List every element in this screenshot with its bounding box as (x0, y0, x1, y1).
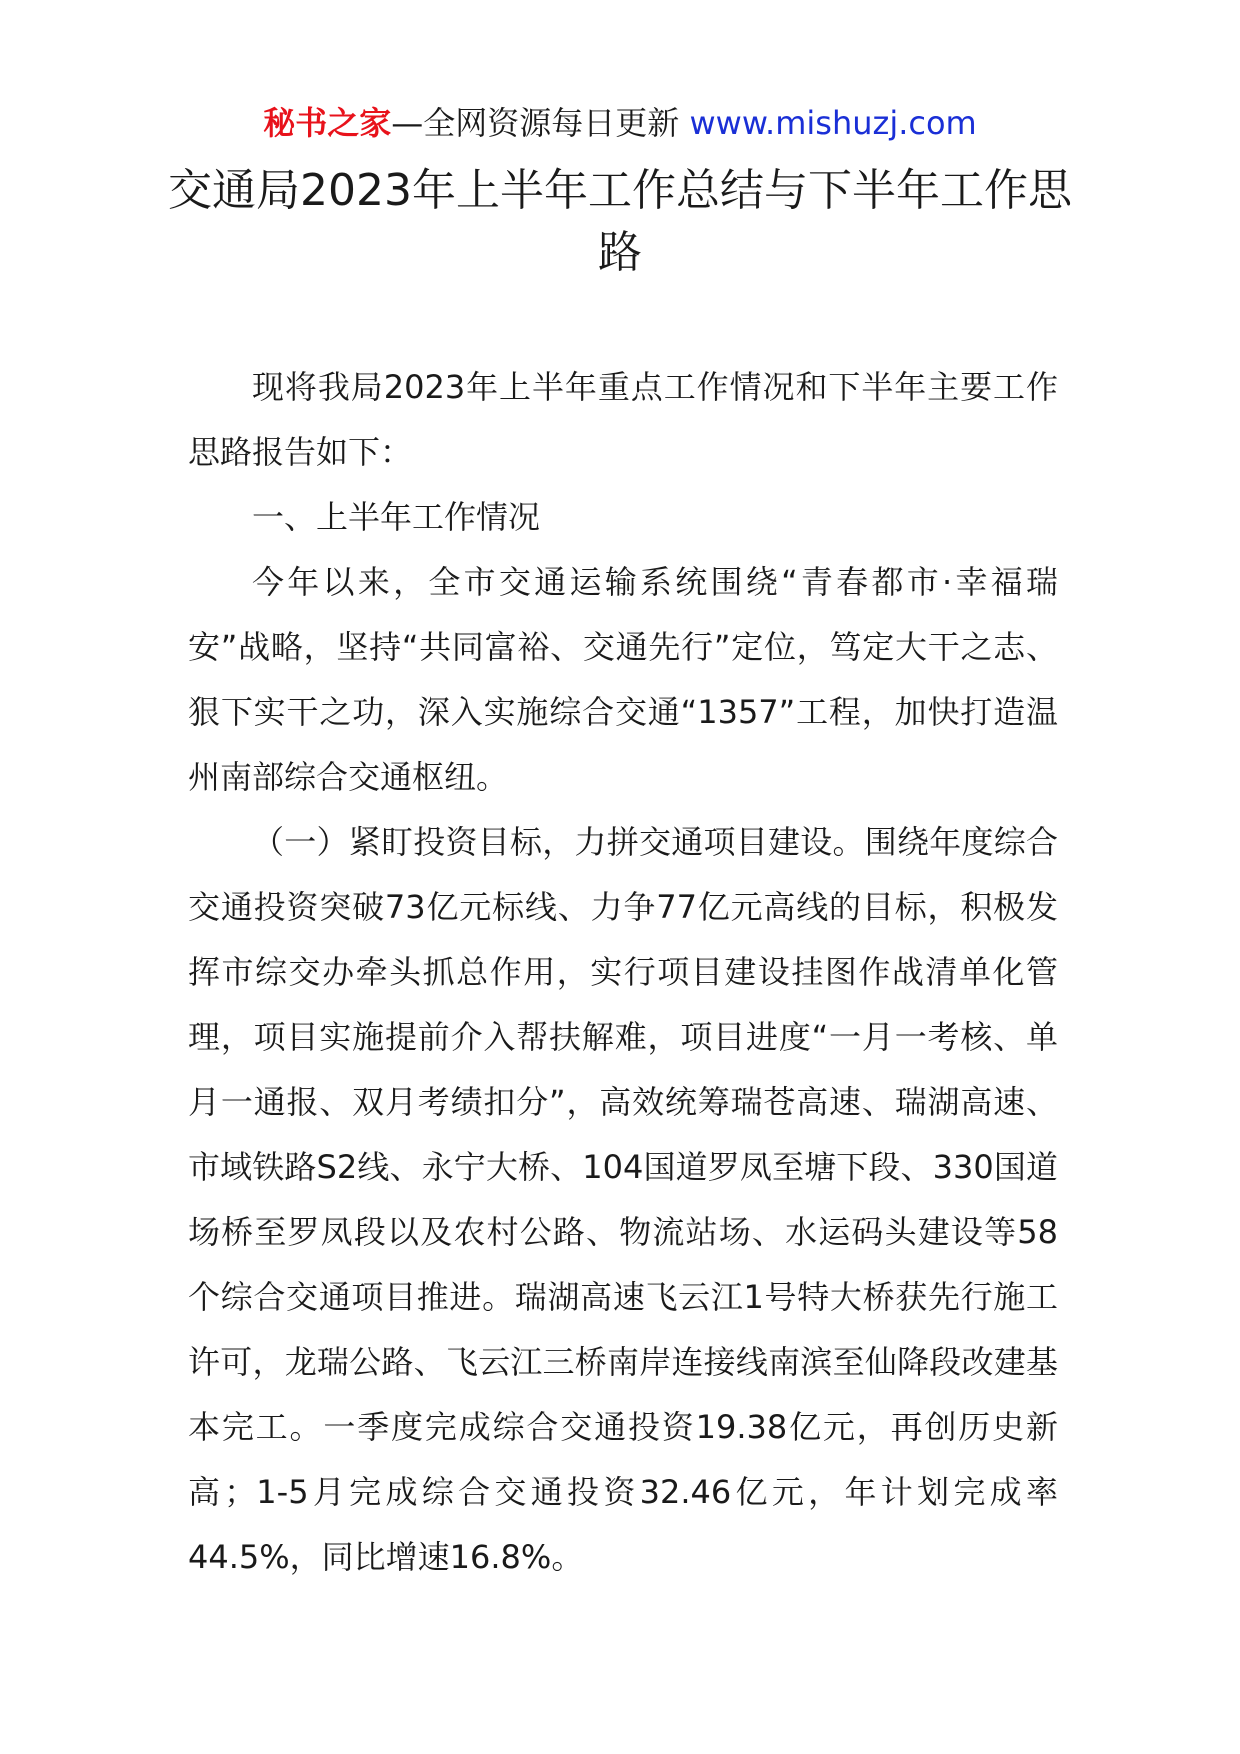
investment-paragraph: （一）紧盯投资目标，力拼交通项目建设。围绕年度综合交通投资突破73亿元标线、力争77亿元高线的目标，积极发挥市综交办牵头抓总作用，实行项目建设挂图作战清单化管理，项目实施提前介入帮扶解难，项目进度“一月一考核、单月一通报、双月考绩扣分”，高效统筹瑞苍高速、瑞湖高速、市域铁路S2线、永宁大桥、104国道罗凤至塘下段、330国道场桥至罗凤段以及农村公路、物流站场、水运码头建设等58个综合交通项目推进。瑞湖高速飞云江1号特大桥获先行施工许可，龙瑞公路、飞云江三桥南岸连接线南滨至仙降段改建基本完工。一季度完成综合交通投资19.38亿元，再创历史新高；1-5月完成综合交通投资32.46亿元，年计划完成率44.5%，同比增速16.8%。 (188, 823, 1058, 1576)
site-header (0, 100, 1240, 146)
brand-name: 秘书之家 (263, 104, 392, 142)
overview-paragraph: 今年以来，全市交通运输系统围绕“青春都市·幸福瑞安”战略，坚持“共同富裕、交通先行”定位，笃定大干之志、狠下实干之功，深入实施综合交通“1357”工程，加快打造温州南部综合交通枢纽。 (188, 563, 1058, 796)
document-title: 交通局2023年上半年工作总结与下半年工作思路 (168, 165, 1072, 278)
header-tagline: —全网资源每日更新 (391, 104, 680, 142)
intro-paragraph: 现将我局2023年上半年重点工作情况和下半年主要工作思路报告如下： (188, 368, 1058, 471)
section-heading: 一、上半年工作情况 (252, 498, 541, 536)
site-url-link[interactable]: www.mishuzj.com (689, 104, 977, 142)
document-body (188, 355, 1058, 1590)
